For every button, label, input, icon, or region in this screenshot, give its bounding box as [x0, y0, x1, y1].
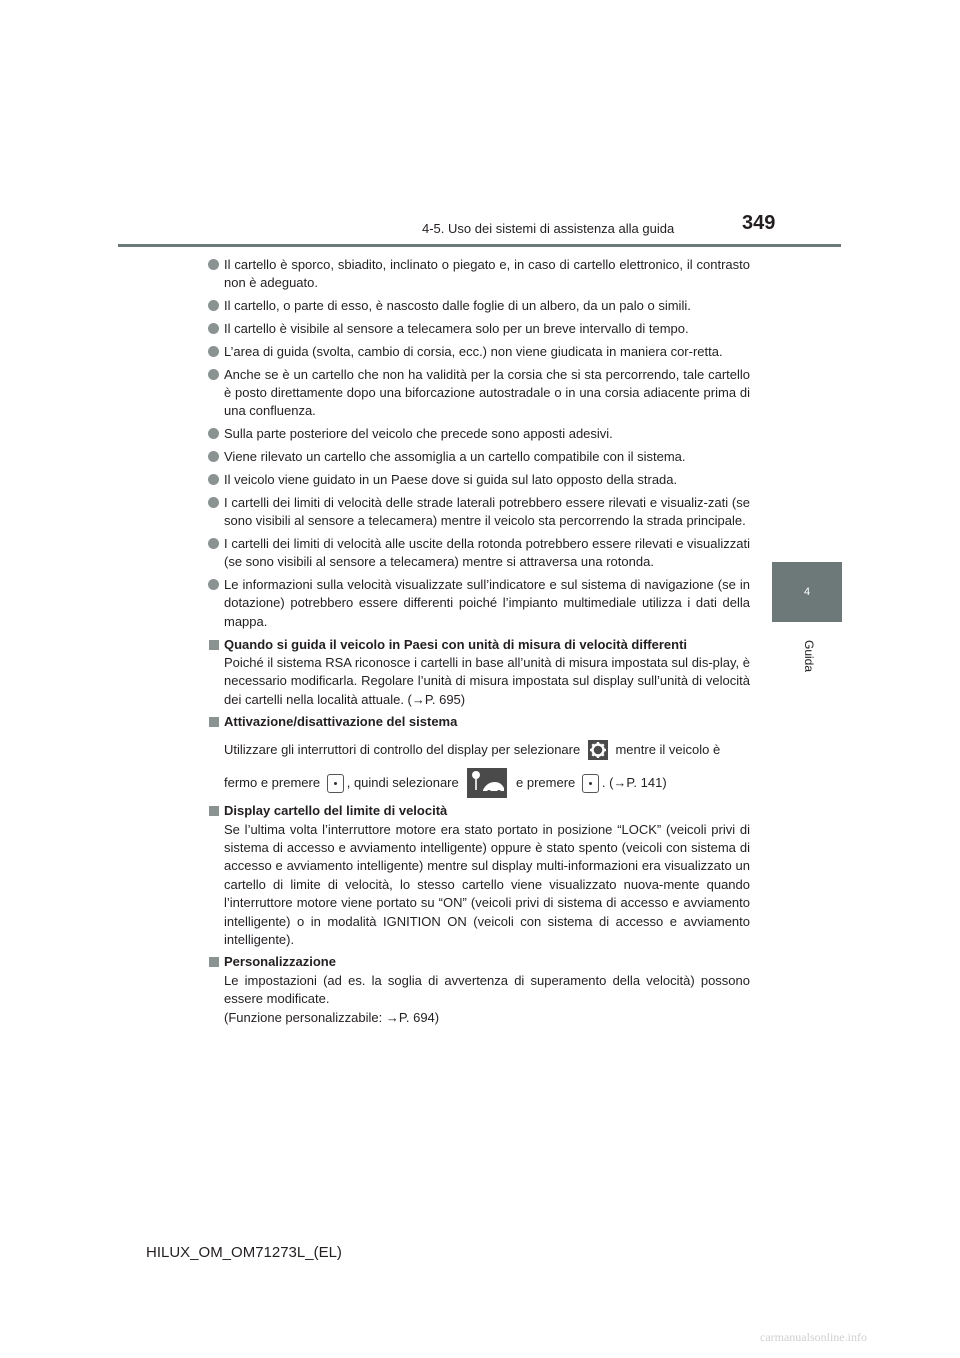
square-bullet-icon — [209, 806, 219, 816]
section-activation — [208, 713, 750, 798]
settings-gear-icon — [588, 740, 608, 760]
road-sign-assist-icon — [467, 768, 507, 798]
section-text: fermo e premere , quindi selezionare e premere . (→P. 141) — [224, 767, 750, 799]
section-heading: Quando si guida il veicolo in Paesi con unità di misura di velocità differenti — [224, 636, 688, 652]
section-text: Se l’ultima volta l’interruttore motore era stato portato in posizione “LOCK” (veicoli privi di sistema di accesso e avviamento intelligente) oppure è stato spento (veicoli con sistema di accesso e avviamento intelligente) mentre sul display multi-informazioni era visualizzato un cartello di limite di velocità, lo stesso cartello viene visualizzato nuova-mente quando l’interruttore motore viene portato su “ON” (veicoli privi di sistema di accesso e avviamento intelligente) o in modalità IGNITION ON (veicoli con sistema di accesso e avviamento intelligente). — [224, 821, 750, 948]
section-text: Poiché il sistema RSA riconosce i cartelli in base all’unità di misura impostata sul dis-play, è necessario modificarla. Regolare l’unità di misura impostata sul display sull’unità di velocità dei cartelli nella località attuale. (→P. 695) — [224, 655, 750, 707]
list-item: I cartelli dei limiti di velocità alle uscite della rotonda potrebbero essere rilevati e visualizzati (se sono visibili al sensore a telecamera) mentre si attraversa una rotonda. — [208, 535, 750, 572]
section-text: Le impostazioni (ad es. la soglia di avvertenza di superamento della velocità) possono essere modificate. — [224, 972, 750, 1007]
ok-button-icon — [327, 774, 344, 793]
chapter-label: Guida — [802, 639, 816, 673]
bullet-icon — [208, 428, 219, 439]
list-item: L’area di guida (svolta, cambio di corsia, ecc.) non viene giudicata in maniera cor-retta. — [208, 343, 750, 361]
cross-reference: (Funzione personalizzabile: →P. 694) — [224, 1009, 440, 1025]
page-number: 349 — [742, 212, 776, 234]
list-item: Il cartello è sporco, sbiadito, inclinato o piegato e, in caso di cartello elettronico, il contrasto non è adeguato. — [208, 256, 750, 293]
bullet-icon — [208, 579, 219, 590]
ok-button-icon — [582, 774, 599, 793]
chapter-tab[interactable] — [772, 562, 842, 622]
chapter-number: 4 — [803, 586, 811, 598]
section-display — [208, 802, 750, 949]
square-bullet-icon — [209, 640, 219, 650]
bullet-icon — [208, 474, 219, 485]
bullet-icon — [208, 497, 219, 508]
section-customization — [208, 953, 750, 1027]
bullet-icon — [208, 259, 219, 270]
bullet-icon — [208, 369, 219, 380]
bullet-icon — [208, 538, 219, 549]
list-item: Il veicolo viene guidato in un Paese dove si guida sul lato opposto della strada. — [208, 471, 750, 489]
section-heading: Personalizzazione — [224, 954, 336, 970]
section-title: 4-5. Uso dei sistemi di assistenza alla guida — [422, 221, 675, 236]
list-item: Anche se è un cartello che non ha validità per la corsia che si sta percorrendo, tale cartello è posto direttamente dopo una biforcazione autostradale o in una corsia adiacente prima di una confluenza. — [208, 366, 750, 421]
section-units — [208, 636, 750, 710]
list-item: Il cartello, o parte di esso, è nascosto dalle foglie di un albero, da un palo o simili. — [208, 297, 750, 315]
bullet-icon — [208, 346, 219, 357]
list-item: Le informazioni sulla velocità visualizzate sull’indicatore e sul sistema di navigazione (se in dotazione) potrebbero essere differenti poiché l’impianto multimediale utilizza i dati della mappa. — [208, 576, 750, 631]
header-divider — [118, 244, 841, 247]
watermark: carmanualsonline.info — [760, 1330, 867, 1344]
list-item: Viene rilevato un cartello che assomiglia a un cartello compatibile con il sistema. — [208, 448, 750, 466]
section-heading: Display cartello del limite di velocità — [224, 803, 448, 819]
page-content — [208, 256, 750, 1031]
bullet-icon — [208, 451, 219, 462]
condition-list — [208, 256, 750, 631]
bullet-icon — [208, 300, 219, 311]
section-text: Utilizzare gli interruttori di controllo del display per selezionare mentre il veicolo è — [224, 734, 750, 765]
document-code: HILUX_OM_OM71273L_(EL) — [146, 1244, 342, 1261]
list-item: I cartelli dei limiti di velocità delle strade laterali potrebbero essere rilevati e visualiz-zati (se sono visibili al sensore a telecamera) mentre il veicolo sta percorrendo la strada principale. — [208, 494, 750, 531]
section-heading: Attivazione/disattivazione del sistema — [224, 714, 458, 730]
square-bullet-icon — [209, 957, 219, 967]
square-bullet-icon — [209, 717, 219, 727]
bullet-icon — [208, 323, 219, 334]
list-item: Il cartello è visibile al sensore a telecamera solo per un breve intervallo di tempo. — [208, 320, 750, 338]
list-item: Sulla parte posteriore del veicolo che precede sono apposti adesivi. — [208, 425, 750, 443]
